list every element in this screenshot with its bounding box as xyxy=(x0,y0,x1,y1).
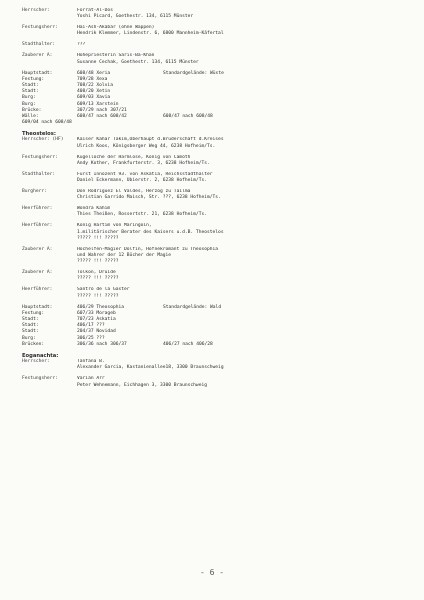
label-zauberer: Zauberer A: xyxy=(22,53,53,59)
stat-row: Stadt: 406/17 ??? xyxy=(22,323,105,329)
label-stadthalter: Stadthalter: xyxy=(22,42,56,48)
entry-festungsherr-1 xyxy=(22,25,406,37)
terrain-label: Standardgelände: Wald xyxy=(163,304,222,310)
label-herrscher: Herrscher: xyxy=(22,8,50,13)
stat-row: Hauptstadt: 406/29 Theosophia Standardgelände: Wald xyxy=(22,304,222,310)
entry-heerfuehrer-3: Heerführer: Santro de la Gaster ????? !!! ????? xyxy=(22,287,130,299)
stat-row: Festung: 607/33 Morageb xyxy=(22,310,116,316)
zauberer-address: Susanne Cechak, Goethestr. 134, 6115 Münster xyxy=(77,59,199,65)
stat-row: Festung: 709/28 Xexa xyxy=(22,76,108,82)
entry-festungsherr-2: Festungsherr: Kugelloche der Harmlose, König von Camoth Andy Kother, Frankfurterstr. 3, 6238 Hofheim/Ts. xyxy=(22,154,210,166)
entry-herrscher-2: Herrscher: (HF) Kaiser Kahar Takim,Oberhaupt d.Bruderschaft d.Kreises Ulrich Koos, Königsberger Weg 44, 6238 Hofheim/Ts. xyxy=(22,137,224,149)
stat-row: Burg: 609/13 Xarstein xyxy=(22,101,119,107)
entry-zauberer-3: Zauberer A: Tolkon, Druide ????? !!! ????? xyxy=(22,270,119,282)
herrscher-name: Forrat-Al-Dos xyxy=(77,8,113,13)
stat-row: Brücken: 306/36 nach 306/37 406/27 nach 406/28 xyxy=(22,341,213,347)
festungsherr-address: Hendrik Klemmer, Lindenstr. 6, 6800 Mannheim-Käfertal xyxy=(77,31,224,37)
stat-row: Wälle: 608/47 nach 608/42 608/47 nach 608/48 xyxy=(22,114,213,120)
stat-row: Stadt: 708/22 Xolvia xyxy=(22,83,113,89)
terrain-label: Standardgelände: Wüste xyxy=(163,70,224,76)
stat-row: Stadt: 204/37 Novidad xyxy=(22,329,116,335)
entry-festungsherr-3: Festungsherr: Varian Arr Peter Wehnemann, Eichhagen 3, 3300 Braunschweig xyxy=(22,376,207,388)
stat-row: Burg: 609/03 Xavia xyxy=(22,95,111,101)
section-title-eoganachta: Eoganachta: xyxy=(22,352,59,359)
entry-zauberer-2: Zauberer A: Hochelfen-Magier Dolfin, Hofnekromant zu Theosophia und Wahrer der 12 Bücher der Magie ????? !!! ????? xyxy=(22,246,219,265)
entry-heerfuehrer-2: Heerführer: König Hartim von Maringoin, 1.militärischer Berater des Kaisers u.d.B. Theostelos ????? !!! ????? xyxy=(22,223,224,241)
stats-block-2 xyxy=(22,305,406,348)
label-festungsherr: Festungsherr: xyxy=(22,25,58,31)
entry-heerfuehrer-1: Heerführer: Wondra Kahim Thies Theißen, Rossertstr. 21, 6238 Hofheim/Ts. xyxy=(22,206,207,218)
entry-stadthalter-2: Stadthalter: Fürst Innozent 93. von Askatia, Reichsstadthalter Daniel Eckermann, Ubierstr. 2, 6238 Hofheim/Ts. xyxy=(22,171,213,184)
stat-row: Hauptstadt: 608/48 Xeria Standardgelände: Wüste xyxy=(22,70,224,76)
entry-herrscher-1 xyxy=(22,8,406,20)
zauberer-name: Hohepriesterin Saris-Ba-Khan xyxy=(77,53,155,59)
stat-row: Stadt: 408/20 Xetin xyxy=(22,89,111,95)
festungsherr-name: Hai-Ash-Akabar (ohne Wappen) xyxy=(77,25,155,31)
entry-stadthalter-1 xyxy=(22,42,406,48)
entry-burgherr: Burgherr: Don Rodriguez El Valdes, Herzog zu Tailma Christian Garrido Maisch, Str. ???, 6238 Hofheim/Ts. xyxy=(22,189,221,201)
section-title-theostelos: Theostelos: xyxy=(22,131,56,138)
page-number: - 6 - xyxy=(199,568,225,577)
herrscher-address: Yoshi Picard, Goethestr. 134, 6115 Münster xyxy=(77,14,194,20)
stat-row: Brücke: 307/29 nach 307/21 xyxy=(22,107,127,113)
stat-row: 609/04 nach 608/48 xyxy=(22,120,72,126)
entry-herrscher-3: Herrscher: Tanfana B. Alexander Garcia, Kastanienallee18, 3300 Braunschweig xyxy=(22,359,224,371)
entry-zauberer-1 xyxy=(22,53,406,65)
stat-row: Burg: 306/25 ??? xyxy=(22,335,105,341)
stadthalter-name: ??? xyxy=(77,42,86,48)
stats-block-1 xyxy=(22,71,406,127)
stat-row: Stadt: 707/23 Askatia xyxy=(22,317,116,323)
